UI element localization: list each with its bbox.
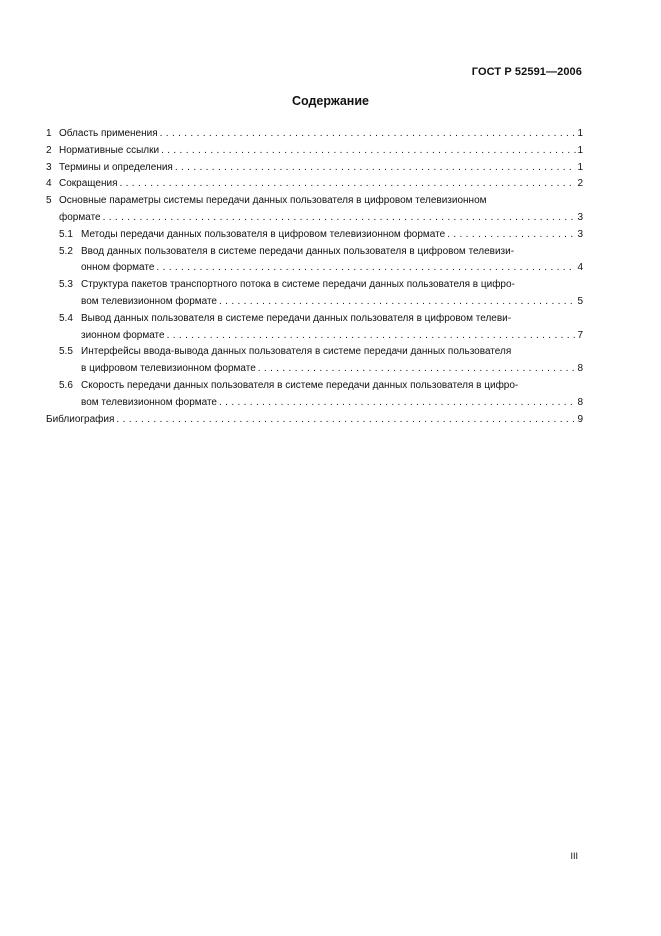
toc-entry-page: 3 <box>577 228 583 240</box>
toc-entry-number: 1 <box>46 128 52 139</box>
toc-entry-number: 5.1 <box>59 228 73 240</box>
dot-leader <box>258 361 577 378</box>
toc-entry-text: Сокращения <box>59 178 118 190</box>
toc-entry-text: Ввод данных пользователя в системе передачи данных пользователя в цифровом телевизи- <box>81 245 515 257</box>
toc-entry[interactable] <box>46 277 583 311</box>
dot-leader <box>156 260 576 277</box>
toc-entry-text: Библиография <box>46 413 115 425</box>
toc-entry-page: 5 <box>577 295 583 307</box>
toc-entry-text: Структура пакетов транспортного потока в системе передачи данных пользователя в цифро- <box>81 279 515 291</box>
toc-entry-text: Нормативные ссылки <box>59 144 160 156</box>
toc-entry[interactable] <box>46 412 583 429</box>
dot-leader <box>161 143 576 160</box>
toc-entry-number: 3 <box>46 161 52 173</box>
toc-entry-page: 1 <box>577 161 583 173</box>
toc-entry[interactable] <box>46 143 583 160</box>
toc-entry[interactable] <box>46 176 583 193</box>
dot-leader <box>116 412 576 429</box>
dot-leader <box>160 126 577 143</box>
toc-entry-number: 4 <box>46 178 52 190</box>
toc-entry-number: 5.4 <box>59 312 73 324</box>
toc-entry-page: 4 <box>577 262 583 274</box>
toc-entry-text: Скорость передачи данных пользователя в системе передачи данных пользователя в цифро- <box>81 379 519 391</box>
toc-entry-text: онном формате <box>81 262 155 274</box>
toc-entry[interactable] <box>46 126 583 143</box>
toc-entry-number: 5.2 <box>59 245 73 257</box>
toc-entry-text: Методы передачи данных пользователя в цифровом телевизионном формате <box>81 228 446 240</box>
toc-entry-text: Вывод данных пользователя в системе передачи данных пользователя в цифровом телеви- <box>81 312 512 324</box>
toc-entry-text: Термины и определения <box>59 161 173 173</box>
toc-entry-page: 9 <box>577 413 583 425</box>
dot-leader <box>175 160 577 177</box>
toc-entry-text: в цифровом телевизионном формате <box>81 363 256 375</box>
toc-entry[interactable] <box>46 344 583 378</box>
dot-leader <box>167 328 577 345</box>
toc-entry-text: Область применения <box>59 128 158 139</box>
toc-entry-text: формате <box>59 211 101 223</box>
toc-entry[interactable] <box>46 227 583 244</box>
toc-entry-number: 2 <box>46 144 52 156</box>
toc-entry-number: 5.3 <box>59 279 73 291</box>
toc-entry-page: 1 <box>577 144 583 156</box>
toc-entry-text: Интерфейсы ввода-вывода данных пользователя в системе передачи данных пользователя <box>81 346 512 358</box>
toc-title: Содержание <box>291 94 369 108</box>
dot-leader <box>103 210 577 227</box>
dot-leader <box>447 227 576 244</box>
toc-entry-page: 8 <box>577 396 583 408</box>
document-code: ГОСТ Р 52591—2006 <box>471 66 582 78</box>
dot-leader <box>219 294 576 311</box>
toc-entry-number: 5.5 <box>59 346 73 358</box>
toc-entry-page: 8 <box>577 363 583 375</box>
toc-entry[interactable] <box>46 311 583 345</box>
toc-entry[interactable] <box>46 160 583 177</box>
toc-entry-page: 1 <box>577 128 583 139</box>
toc-entry-text: вом телевизионном формате <box>81 396 217 408</box>
dot-leader <box>219 395 576 412</box>
toc-entry-page: 7 <box>577 329 583 341</box>
toc-entry[interactable] <box>46 378 583 412</box>
toc-entry[interactable] <box>46 193 583 227</box>
toc-entry-text: зионном формате <box>81 329 165 341</box>
toc-entry[interactable] <box>46 244 583 278</box>
dot-leader <box>119 176 576 193</box>
toc-entry-number: 5 <box>46 195 52 207</box>
page-number: III <box>570 851 578 861</box>
toc-entry-page: 2 <box>577 178 583 190</box>
table-of-contents <box>46 126 583 428</box>
toc-entry-number: 5.6 <box>59 379 73 391</box>
toc-entry-text: вом телевизионном формате <box>81 295 217 307</box>
toc-entry-page: 3 <box>577 211 583 223</box>
toc-entry-text: Основные параметры системы передачи данных пользователя в цифровом телевизионном <box>59 195 487 207</box>
